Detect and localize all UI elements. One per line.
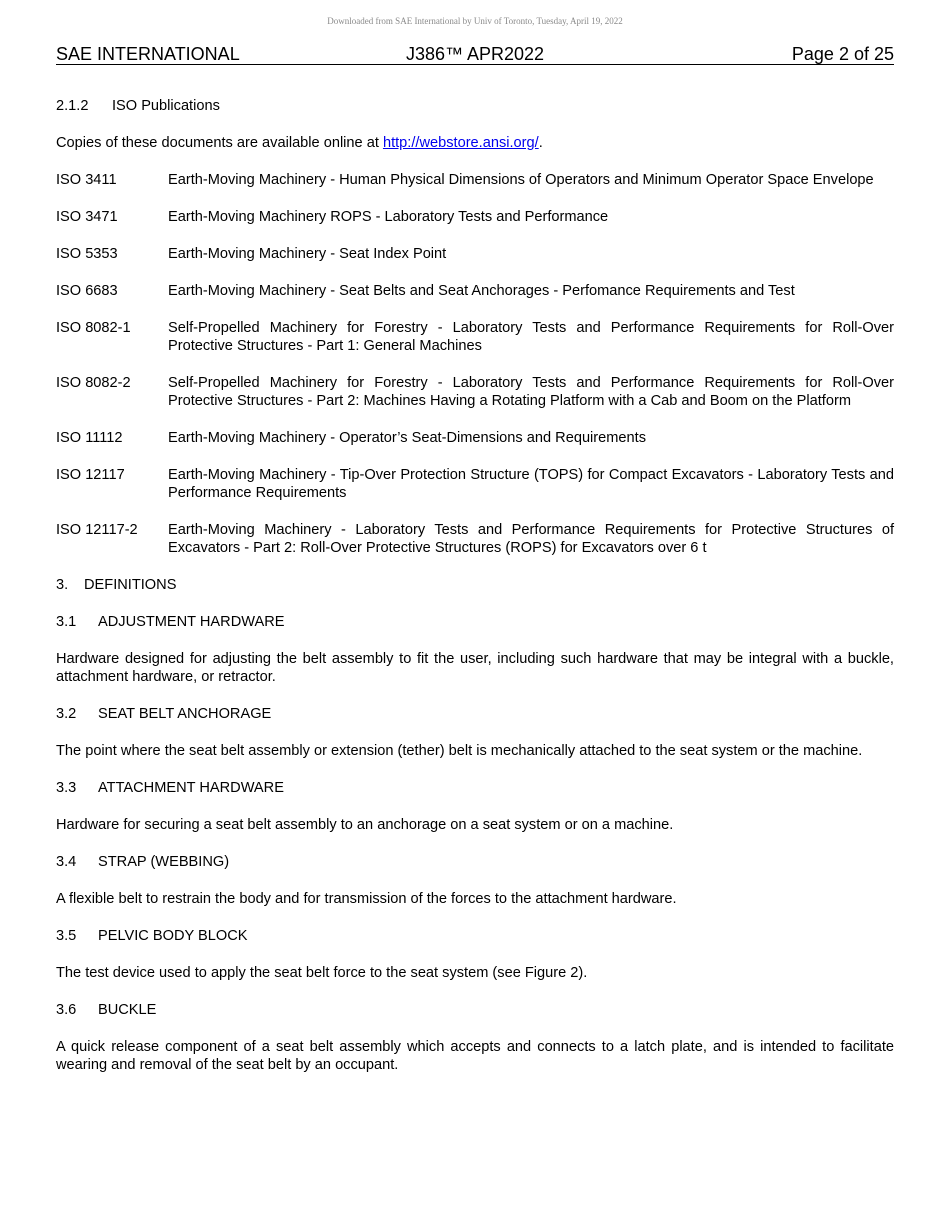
definition-number: 3.2	[56, 706, 77, 722]
reference-code: ISO 8082-1	[56, 320, 131, 336]
section-heading-definitions	[56, 576, 894, 594]
reference-item	[56, 521, 894, 557]
reference-title: Earth-Moving Machinery - Seat Belts and Seat Anchorages - Perfomance Requirements and Test	[168, 283, 795, 299]
reference-code: ISO 12117-2	[56, 522, 138, 538]
reference-code: ISO 3471	[56, 209, 118, 225]
definition-heading	[56, 853, 894, 871]
definition-entry	[56, 613, 894, 686]
reference-item	[56, 208, 894, 226]
reference-title: Self-Propelled Machinery for Forestry - Laboratory Tests and Performance Requirements for Roll-Over Protective Structures - Part 1: General Machines	[168, 320, 894, 354]
page-header	[56, 44, 894, 65]
reference-code: ISO 5353	[56, 246, 118, 262]
reference-code: ISO 3411	[56, 172, 117, 188]
definition-heading	[56, 613, 894, 631]
definition-text: Hardware for securing a seat belt assembly to an anchorage on a seat system or on a machine.	[56, 817, 674, 833]
definition-entry	[56, 853, 894, 908]
reference-code: ISO 6683	[56, 283, 118, 299]
definition-term: ATTACHMENT HARDWARE	[98, 780, 284, 796]
header-organization: SAE INTERNATIONAL	[56, 44, 240, 64]
reference-code: ISO 8082-2	[56, 375, 131, 391]
definition-number: 3.5	[56, 928, 77, 944]
definition-term: SEAT BELT ANCHORAGE	[98, 706, 272, 722]
reference-item	[56, 171, 894, 189]
iso-reference-list	[56, 171, 894, 557]
definition-entry	[56, 927, 894, 982]
section-number: 2.1.2	[56, 98, 89, 114]
reference-title: Self-Propelled Machinery for Forestry - Laboratory Tests and Performance Requirements for Roll-Over Protective Structures - Part 2: Machines Having a Rotating Platform with a Cab and Boom on the Platform	[168, 375, 894, 409]
definition-heading	[56, 927, 894, 945]
header-page-number: Page 2 of 25	[791, 44, 894, 64]
section-title: DEFINITIONS	[84, 577, 177, 593]
intro-end: .	[538, 135, 543, 151]
definition-entry	[56, 1001, 894, 1074]
reference-title: Earth-Moving Machinery - Tip-Over Protection Structure (TOPS) for Compact Excavators - Laboratory Tests and Performance Requirements	[168, 467, 894, 501]
webstore-link[interactable]: http://webstore.ansi.org/	[382, 135, 539, 151]
definition-entry	[56, 705, 894, 760]
definition-heading	[56, 705, 894, 723]
section-number: 3.	[56, 577, 69, 593]
reference-item	[56, 282, 894, 300]
definition-text: Hardware designed for adjusting the belt assembly to fit the user, including such hardware that may be integral with a buckle, attachment hardware, or retractor.	[56, 651, 894, 685]
reference-title: Earth-Moving Machinery - Human Physical Dimensions of Operators and Minimum Operator Space Envelope	[168, 172, 874, 188]
definition-number: 3.3	[56, 780, 77, 796]
definition-number: 3.6	[56, 1002, 77, 1018]
definition-text: The test device used to apply the seat belt force to the seat system (see Figure 2).	[56, 965, 588, 981]
definition-term: ADJUSTMENT HARDWARE	[98, 614, 285, 630]
intro-text: Copies of these documents are available online at	[56, 135, 383, 151]
definition-heading	[56, 1001, 894, 1019]
header-document-id: J386™ APR2022	[405, 44, 545, 64]
definition-text: The point where the seat belt assembly or extension (tether) belt is mechanically attached to the seat system or the machine.	[56, 743, 863, 759]
definition-entry	[56, 779, 894, 834]
reference-title: Earth-Moving Machinery - Seat Index Point	[168, 246, 447, 262]
page-body	[56, 97, 894, 1093]
definition-heading	[56, 779, 894, 797]
definition-text: A flexible belt to restrain the body and for transmission of the forces to the attachment hardware.	[56, 891, 677, 907]
iso-intro-paragraph	[56, 134, 894, 152]
download-watermark: Downloaded from SAE International by Univ of Toronto, Tuesday, April 19, 2022	[327, 16, 623, 26]
definition-text: A quick release component of a seat belt assembly which accepts and connects to a latch plate, and is intended to facilitate wearing and removal of the seat belt by an occupant.	[56, 1039, 894, 1073]
reference-item	[56, 319, 894, 355]
definition-term: STRAP (WEBBING)	[98, 854, 230, 870]
section-title: ISO Publications	[112, 98, 220, 114]
definition-number: 3.1	[56, 614, 77, 630]
reference-code: ISO 12117	[56, 467, 125, 483]
definition-term: BUCKLE	[98, 1002, 157, 1018]
reference-item	[56, 429, 894, 447]
reference-title: Earth-Moving Machinery - Laboratory Tests and Performance Requirements for Protective Structures of Excavators - Part 2: Roll-Over Protective Structures (ROPS) for Excavators over 6 t	[168, 522, 894, 556]
definition-term: PELVIC BODY BLOCK	[98, 928, 248, 944]
reference-code: ISO 11112	[56, 430, 123, 446]
reference-title: Earth-Moving Machinery - Operator’s Seat-Dimensions and Requirements	[168, 430, 647, 446]
section-heading-iso-publications	[56, 97, 894, 115]
definition-number: 3.4	[56, 854, 77, 870]
reference-title: Earth-Moving Machinery ROPS - Laboratory Tests and Performance	[168, 209, 609, 225]
reference-item	[56, 245, 894, 263]
reference-item	[56, 374, 894, 410]
reference-item	[56, 466, 894, 502]
